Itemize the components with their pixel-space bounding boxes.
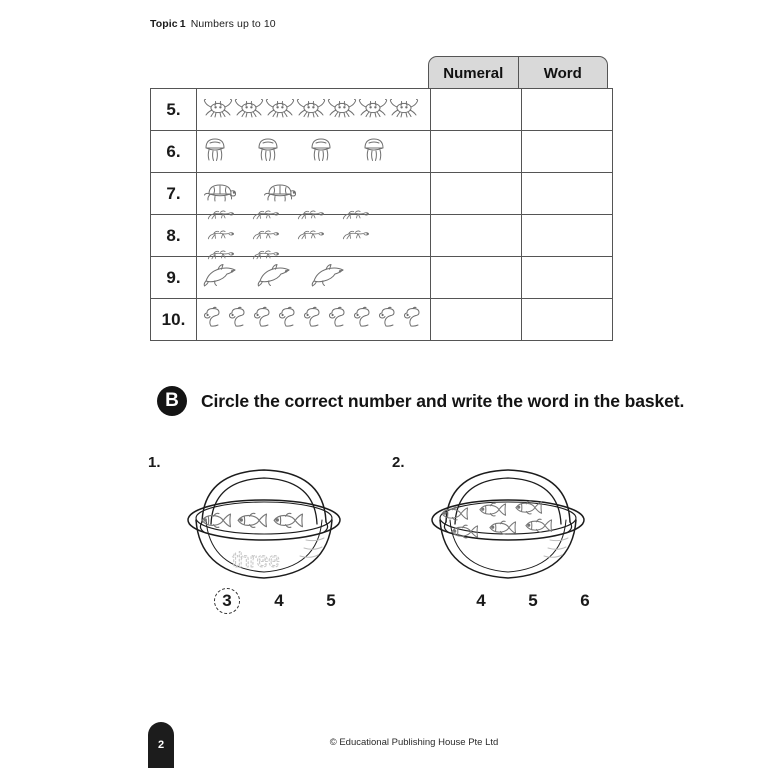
word-answer-cell[interactable] [522,215,613,257]
row-index: 10. [151,299,197,341]
topic-number: 1 [179,18,186,30]
numeral-answer-cell[interactable] [431,299,522,341]
choice-option[interactable]: 4 [476,591,486,610]
crab-icon [327,96,358,123]
word-answer-cell[interactable] [522,173,613,215]
word-answer-cell[interactable] [522,131,613,173]
eel-icon [203,306,228,333]
choice-option[interactable]: 4 [274,591,284,610]
eel-icon [328,306,353,333]
eel-icon [353,306,378,333]
page-header [150,18,276,30]
picture-cell [197,89,431,131]
lizard-icon [208,248,244,264]
numeral-answer-cell[interactable] [431,257,522,299]
dolphin-icon [311,263,365,292]
crab-icon [389,96,420,123]
basket-illustration-2 [422,462,594,592]
copyright-notice: © Educational Publishing House Pte Ltd [329,737,499,748]
word-answer-cell[interactable] [522,89,613,131]
lizard-icon [298,228,334,244]
basket-illustration-1 [178,462,350,592]
table-header-strip [428,56,608,89]
question-1-label: 1. [148,454,161,471]
crab-icon [203,96,234,123]
numeral-answer-cell[interactable] [431,131,522,173]
crab-icon [296,96,327,123]
eel-icon [378,306,403,333]
lizard-icon [253,208,289,224]
row-index: 5. [151,89,197,131]
topic-title: Numbers up to 10 [190,18,276,30]
turtle-icon [263,180,323,207]
choice-option[interactable]: 6 [580,591,590,610]
jellyfish-icon [309,136,362,167]
numeral-answer-cell[interactable] [431,173,522,215]
eel-icon [278,306,303,333]
eel-icon [403,306,428,333]
lizard-icon [208,208,244,224]
column-header-word: Word [518,57,608,89]
jellyfish-icon [203,136,256,167]
choice-option[interactable]: 5 [528,591,538,610]
topic-label: Topic [150,18,178,30]
word-answer-cell[interactable] [522,257,613,299]
lizard-icon [208,228,244,244]
row-index: 8. [151,215,197,257]
eel-icon [228,306,253,333]
crab-icon [234,96,265,123]
svg-text:three: three [232,549,280,572]
question-2-choices [468,588,598,614]
question-1-choices [214,588,344,614]
counting-table [150,88,613,341]
lizard-icon [343,208,379,224]
picture-cell [197,299,431,341]
lizard-icon [343,228,379,244]
row-index: 6. [151,131,197,173]
dolphin-icon [203,263,257,292]
word-answer-cell[interactable] [522,299,613,341]
picture-cell [197,131,431,173]
table-row [151,131,613,173]
table-row [151,215,613,257]
eel-icon [253,306,278,333]
crab-icon [358,96,389,123]
choice-option[interactable]: 3 [214,588,240,614]
row-index: 9. [151,257,197,299]
dolphin-icon [257,263,311,292]
lizard-icon [253,248,289,264]
picture-cell [197,215,431,257]
table-row [151,89,613,131]
lizard-icon [298,208,334,224]
jellyfish-icon [362,136,415,167]
jellyfish-icon [256,136,309,167]
eel-icon [303,306,328,333]
row-index: 7. [151,173,197,215]
table-row [151,299,613,341]
crab-icon [265,96,296,123]
page-number-tab: 2 [148,722,174,768]
section-b-instruction: Circle the correct number and write the word in the basket. [201,390,685,411]
lizard-icon [253,228,289,244]
numeral-answer-cell[interactable] [431,89,522,131]
choice-option[interactable]: 5 [326,591,336,610]
section-badge-b: B [157,386,187,416]
numeral-answer-cell[interactable] [431,215,522,257]
turtle-icon [203,180,263,207]
section-b-heading [157,386,684,416]
question-2-label: 2. [392,454,405,471]
column-header-numeral: Numeral [443,64,504,82]
